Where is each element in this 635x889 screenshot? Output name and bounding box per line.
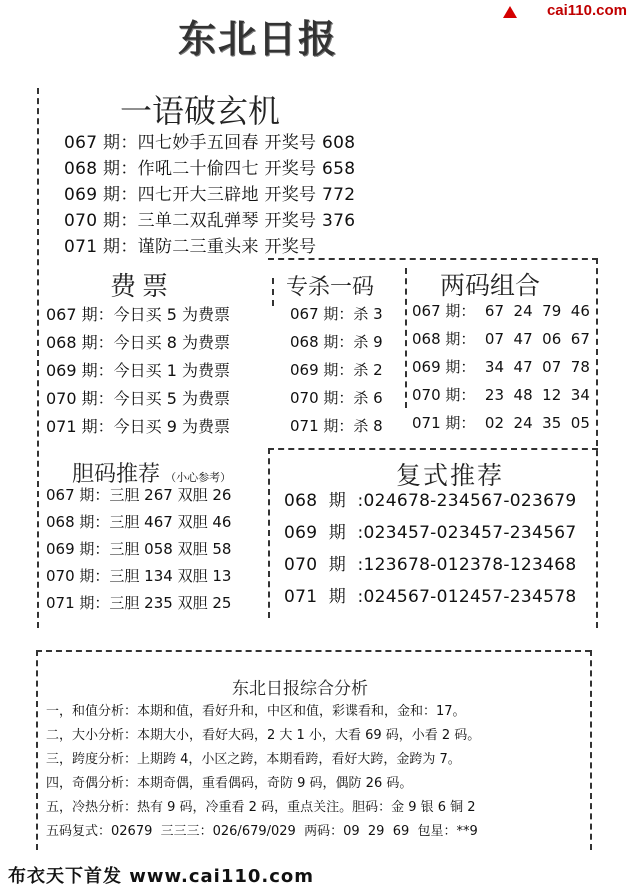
danma-list <box>46 484 231 619</box>
list-item: 070 期：今日买 5 为费票 <box>46 389 230 408</box>
list-item: 070 期：三胆 134 双胆 13 <box>46 567 232 585</box>
list-item: 069 期： 34 47 07 78 <box>412 358 590 376</box>
list-item: 069 期 :023457-023457-234567 <box>284 523 577 543</box>
frame-divider-line <box>405 268 407 408</box>
list-item: 071 期：今日买 9 为费票 <box>46 417 230 436</box>
yiyu-list <box>64 128 355 258</box>
zhuansha-title: 专杀一码 <box>286 275 375 300</box>
list-item: 067 期：杀 3 <box>290 305 383 323</box>
list-item: 071 期：杀 8 <box>290 417 383 435</box>
frame-mid-line <box>268 448 598 450</box>
liangma-list <box>412 300 590 440</box>
frame-analysis-right-line <box>590 650 592 850</box>
list-item: 069 期：杀 2 <box>290 361 383 379</box>
list-item: 068 期：作吼二十偷四七 开奖号 658 <box>64 159 356 179</box>
zhuansha-list <box>290 303 383 443</box>
list-item: 四，奇偶分析：本期奇偶，重看偶码，奇防 9 码，偶防 26 码。 <box>46 776 413 791</box>
list-item: 070 期： 23 48 12 34 <box>412 386 590 404</box>
brand-site[interactable]: cai110.com <box>546 2 627 19</box>
feipiao-list <box>46 302 230 442</box>
analysis-title: 东北日报综合分析 <box>232 679 368 699</box>
list-item: 068 期：今日买 8 为费票 <box>46 333 230 352</box>
yiyu-title: 一语破玄机 <box>120 92 281 130</box>
fushi-title: 复式推荐 <box>396 461 505 490</box>
analysis-list <box>46 700 480 844</box>
list-item: 068 期 :024678-234567-023679 <box>284 491 577 511</box>
list-item: 071 期： 02 24 35 05 <box>412 414 590 432</box>
list-item: 一，和值分析：本期和值，看好升和，中区和值，彩谍看和，金和：17。 <box>46 704 466 719</box>
footer-source: 布衣天下首发 www.cai110.com <box>8 866 315 887</box>
list-item: 067 期：三胆 267 双胆 26 <box>46 486 232 504</box>
frame-right-line <box>596 258 598 628</box>
list-item: 三，跨度分析：上期跨 4，小区之跨，本期看跨，看好大跨，金跨为 7。 <box>46 752 461 767</box>
list-item: 071 期 :024567-012457-234578 <box>284 587 577 607</box>
list-item: 071 期：三胆 235 双胆 25 <box>46 594 232 612</box>
list-item: 二，大小分析：本期大小，看好大码，2 大 1 小，大看 69 码，小看 2 码。 <box>46 728 481 743</box>
danma-title: 胆码推荐 <box>72 462 161 487</box>
list-item: 五码复式：02679 三三三：026/679/029 两码：09 29 69 包星：**9 <box>46 824 478 839</box>
list-item: 070 期：三单二双乱弹琴 开奖号 376 <box>64 211 356 231</box>
list-item: 067 期： 67 24 79 46 <box>412 302 590 320</box>
brand-logo-icon <box>503 6 517 18</box>
liangma-title: 两码组合 <box>440 271 541 300</box>
frame-top-line <box>268 258 598 260</box>
list-item: 五，冷热分析：热有 9 码，冷重看 2 码，重点关注。胆码：金 9 银 6 铜 2 <box>46 800 476 815</box>
frame-analysis-top-line <box>36 650 591 652</box>
frame-analysis-left-line <box>36 650 38 850</box>
list-item: 069 期：四七开大三辟地 开奖号 772 <box>64 185 356 205</box>
frame-divider-line <box>268 448 270 618</box>
fushi-list <box>284 486 576 614</box>
frame-left-line <box>37 88 39 628</box>
list-item: 068 期：杀 9 <box>290 333 383 351</box>
frame-divider-line <box>272 278 274 306</box>
list-item: 070 期 :123678-012378-123468 <box>284 555 577 575</box>
list-item: 068 期：三胆 467 双胆 46 <box>46 513 232 531</box>
list-item: 069 期：今日买 1 为费票 <box>46 361 230 380</box>
list-item: 070 期：杀 6 <box>290 389 383 407</box>
danma-subtitle: （小心参考） <box>165 471 232 484</box>
list-item: 067 期：四七妙手五回春 开奖号 608 <box>64 133 356 153</box>
feipiao-title: 费票 <box>110 272 175 302</box>
list-item: 071 期：谨防二三重头来 开奖号 <box>64 237 317 257</box>
list-item: 069 期：三胆 058 双胆 58 <box>46 540 232 558</box>
masthead: 东北日报 <box>178 16 339 61</box>
list-item: 067 期：今日买 5 为费票 <box>46 305 230 324</box>
list-item: 068 期： 07 47 06 67 <box>412 330 590 348</box>
